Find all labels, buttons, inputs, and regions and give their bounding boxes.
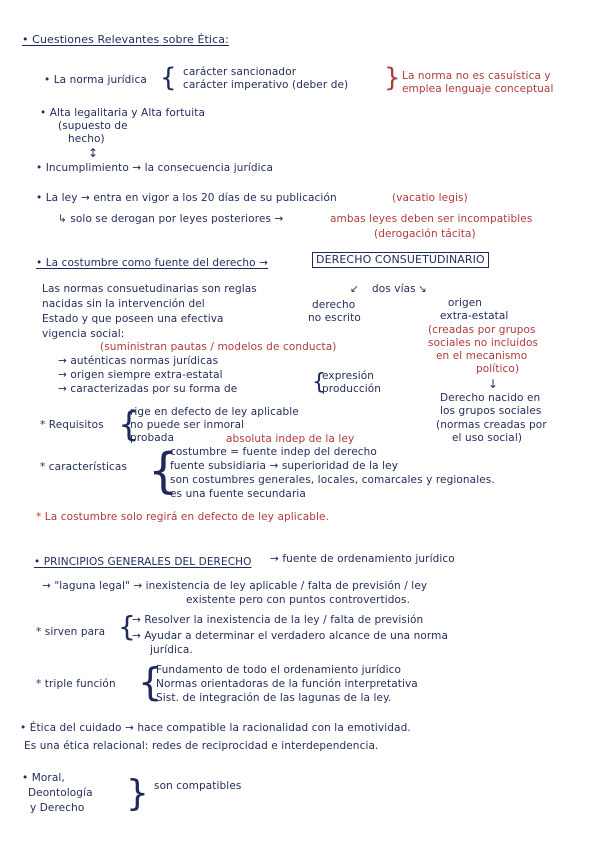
requisito-3: probada	[130, 432, 175, 444]
extra-estatal-label: extra-estatal	[440, 310, 509, 322]
section-title-cuestiones: • Cuestiones Relevantes sobre Ética:	[22, 33, 229, 46]
brace-icon: {	[148, 443, 179, 499]
norma-note-1: La norma no es casuística y	[402, 70, 551, 82]
dos-vias-label: dos vías	[372, 283, 416, 295]
caracter-imperativo: carácter imperativo (deber de)	[183, 79, 349, 91]
sirven-para-label: * sirven para	[36, 626, 106, 638]
costumbre-def-note: (suministran pautas / modelos de conducta)	[100, 341, 337, 353]
funcion-3: Sist. de integración de las lagunas de la ley.	[156, 692, 392, 704]
rasgo-2: → origen siempre extra-estatal	[58, 369, 223, 381]
caracter-sancionador: carácter sancionador	[183, 66, 297, 78]
brace-icon: {	[138, 660, 163, 704]
vacatio-legis-note: (vacatio legis)	[392, 192, 468, 204]
down-arrow-icon: ↓	[488, 377, 499, 391]
costumbre-regira-note: * La costumbre solo regirá en defecto de ley aplicable.	[36, 511, 330, 523]
caracteristica-4: es una fuente secundaria	[170, 488, 306, 500]
right-note-3: en el mecanismo	[436, 350, 528, 362]
independencia-note: absoluta indep de la ley	[226, 433, 355, 445]
requisitos-label: * Requisitos	[40, 419, 104, 431]
incumplimiento-line: • Incumplimiento → la consecuencia jurídica	[36, 162, 274, 174]
moral-line-1: • Moral,	[22, 772, 65, 784]
norma-label: • La norma jurídica	[44, 74, 147, 86]
ley-line-1: • La ley → entra en vigor a los 20 días de su publicación	[36, 192, 337, 204]
costumbre-def-3: Estado y que poseen una efectiva	[42, 313, 224, 325]
rasgo-1: → auténticas normas jurídicas	[58, 355, 219, 367]
rasgo-3: → caracterizadas por su forma de	[58, 383, 238, 395]
right-desc-3: (normas creadas por	[436, 419, 547, 431]
derogacion-tacita-note: (derogación tácita)	[374, 228, 476, 240]
funcion-1: Fundamento de todo el ordenamiento jurídico	[156, 664, 402, 676]
costumbre-title: • La costumbre como fuente del derecho →	[36, 257, 268, 269]
triple-funcion-label: * triple función	[36, 678, 116, 690]
costumbre-def-1: Las normas consuetudinarias son reglas	[42, 283, 257, 295]
right-note-1: (creadas por grupos	[428, 324, 536, 336]
funcion-2: Normas orientadoras de la función interpretativa	[156, 678, 418, 690]
brace-icon: }	[126, 773, 149, 814]
etica-cuidado-line-1: • Ética del cuidado → hace compatible la racionalidad con la emotividad.	[20, 722, 411, 734]
right-arrow-icon: ↘	[418, 283, 427, 295]
requisito-2: no puede ser inmoral	[130, 419, 245, 431]
derecho-consuetudinario-box: DERECHO CONSUETUDINARIO	[312, 252, 489, 268]
brace-icon: {	[160, 63, 177, 93]
etica-cuidado-line-2: Es una ética relacional: redes de reciprocidad e interdependencia.	[24, 740, 379, 752]
son-compatibles: son compatibles	[154, 780, 242, 792]
costumbre-def-2: nacidas sin la intervención del	[42, 298, 205, 310]
brace-icon: {	[118, 610, 136, 643]
alta-line-3: hecho)	[68, 133, 105, 145]
down-arrow-icon: ↕	[88, 146, 99, 160]
sirven-3: jurídica.	[150, 644, 193, 656]
principios-title: • PRINCIPIOS GENERALES DEL DERECHO	[34, 556, 252, 568]
ley-incompatibles-note: ambas leyes deben ser incompatibles	[330, 213, 533, 225]
right-desc-2: los grupos sociales	[440, 405, 542, 417]
laguna-line-1: → "laguna legal" → inexistencia de ley aplicable / falta de previsión / ley	[42, 580, 428, 592]
origen-label: origen	[448, 297, 483, 309]
derecho-label: derecho	[312, 299, 356, 311]
right-note-2: sociales no incluidos	[428, 337, 539, 349]
caracteristica-3: son costumbres generales, locales, comarcales y regionales.	[170, 474, 495, 486]
sirven-1: → Resolver la inexistencia de la ley / falta de previsión	[132, 614, 424, 626]
no-escrito-label: no escrito	[308, 312, 361, 324]
requisito-1: rige en defecto de ley aplicable	[130, 406, 299, 418]
alta-line-1: • Alta legalitaria y Alta fortuita	[40, 107, 206, 119]
expresion-label: expresión	[322, 370, 375, 382]
laguna-line-2: existente pero con puntos controvertidos.	[186, 594, 411, 606]
caracteristicas-label: * características	[40, 461, 128, 473]
produccion-label: producción	[322, 383, 382, 395]
costumbre-def-4: vigencia social:	[42, 328, 125, 340]
norma-note-2: emplea lenguaje conceptual	[402, 83, 554, 95]
alta-line-2: (supuesto de	[58, 120, 128, 132]
moral-line-3: y Derecho	[30, 802, 85, 814]
sirven-2: → Ayudar a determinar el verdadero alcance de una norma	[132, 630, 449, 642]
principios-fuente: → fuente de ordenamiento jurídico	[270, 553, 455, 565]
right-note-4: político)	[476, 363, 520, 375]
left-arrow-icon: ↙	[350, 283, 359, 295]
ley-line-2: ↳ solo se derogan por leyes posteriores →	[58, 213, 284, 225]
moral-line-2: Deontología	[28, 787, 93, 799]
brace-icon: }	[384, 63, 401, 93]
brace-icon: {	[312, 370, 326, 395]
caracteristica-2: fuente subsidiaria → superioridad de la ley	[170, 460, 399, 472]
caracteristica-1: costumbre = fuente indep del derecho	[170, 446, 377, 458]
right-desc-4: el uso social)	[452, 432, 523, 444]
brace-icon: {	[118, 405, 140, 445]
right-desc-1: Derecho nacido en	[440, 392, 541, 404]
